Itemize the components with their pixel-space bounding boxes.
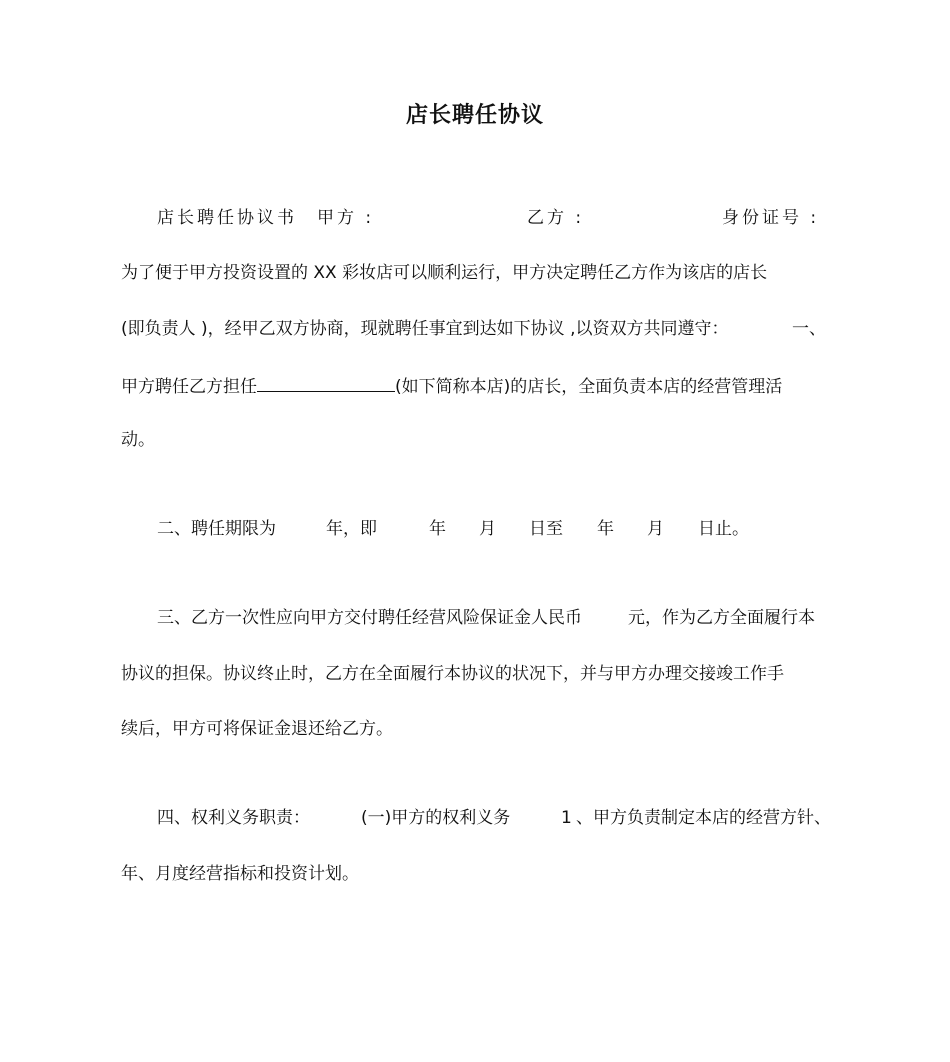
para1-line2: (即负责人 )，经甲乙双方协商，现就聘任事宜到达如下协议 ,以资双方共同遵守： <box>121 319 729 339</box>
term-end-year: 年 <box>597 519 614 539</box>
term-end-month: 月 <box>647 519 664 539</box>
duty-item-number: 1 <box>561 808 572 828</box>
para1-line3 <box>121 373 782 399</box>
term-start-year: 年 <box>429 519 446 539</box>
para1-line4: 动。 <box>121 430 155 450</box>
para1-item-one: 一、 <box>792 319 826 339</box>
para1-line3-prefix: 甲方聘任乙方担任 <box>121 377 257 397</box>
id-number-label: 身份证号 : <box>722 208 820 228</box>
document-title: 店长聘任协议 <box>405 103 544 128</box>
para3-line3: 续后，甲方可将保证金退还给乙方。 <box>121 719 393 739</box>
duties-label: 四、权利义务职责： <box>157 808 310 828</box>
party-b-label: 乙方 : <box>527 208 585 228</box>
para3-line2: 协议的担保。协议终止时，乙方在全面履行本协议的状况下，并与甲方办理交接竣工作手 <box>121 664 784 684</box>
para4-line2: 年、月度经营指标和投资计划。 <box>121 864 359 884</box>
term-year-count: 年，即 <box>326 519 377 539</box>
para3-line1-suffix: 元，作为乙方全面履行本 <box>628 608 815 628</box>
term-end-day: 日止。 <box>698 519 749 539</box>
term-start-day: 日至 <box>529 519 563 539</box>
store-name-blank <box>257 373 395 392</box>
contract-book-title: 店长聘任协议书 <box>157 208 297 228</box>
party-a-label: 甲方 : <box>317 208 375 228</box>
duty-item-text: 、甲方负责制定本店的经营方针、 <box>576 808 831 828</box>
party-a-duties-heading: (一)甲方的权利义务 <box>361 808 511 828</box>
para1-line1: 为了便于甲方投资设置的 XX 彩妆店可以顺利运行，甲方决定聘任乙方作为该店的店长 <box>121 263 768 283</box>
para3-line1-prefix: 三、乙方一次性应向甲方交付聘任经营风险保证金人民币 <box>157 608 582 628</box>
term-label: 二、聘任期限为 <box>157 519 276 539</box>
para1-line3-suffix: (如下简称本店)的店长，全面负责本店的经营管理活 <box>395 377 783 397</box>
term-start-month: 月 <box>479 519 496 539</box>
